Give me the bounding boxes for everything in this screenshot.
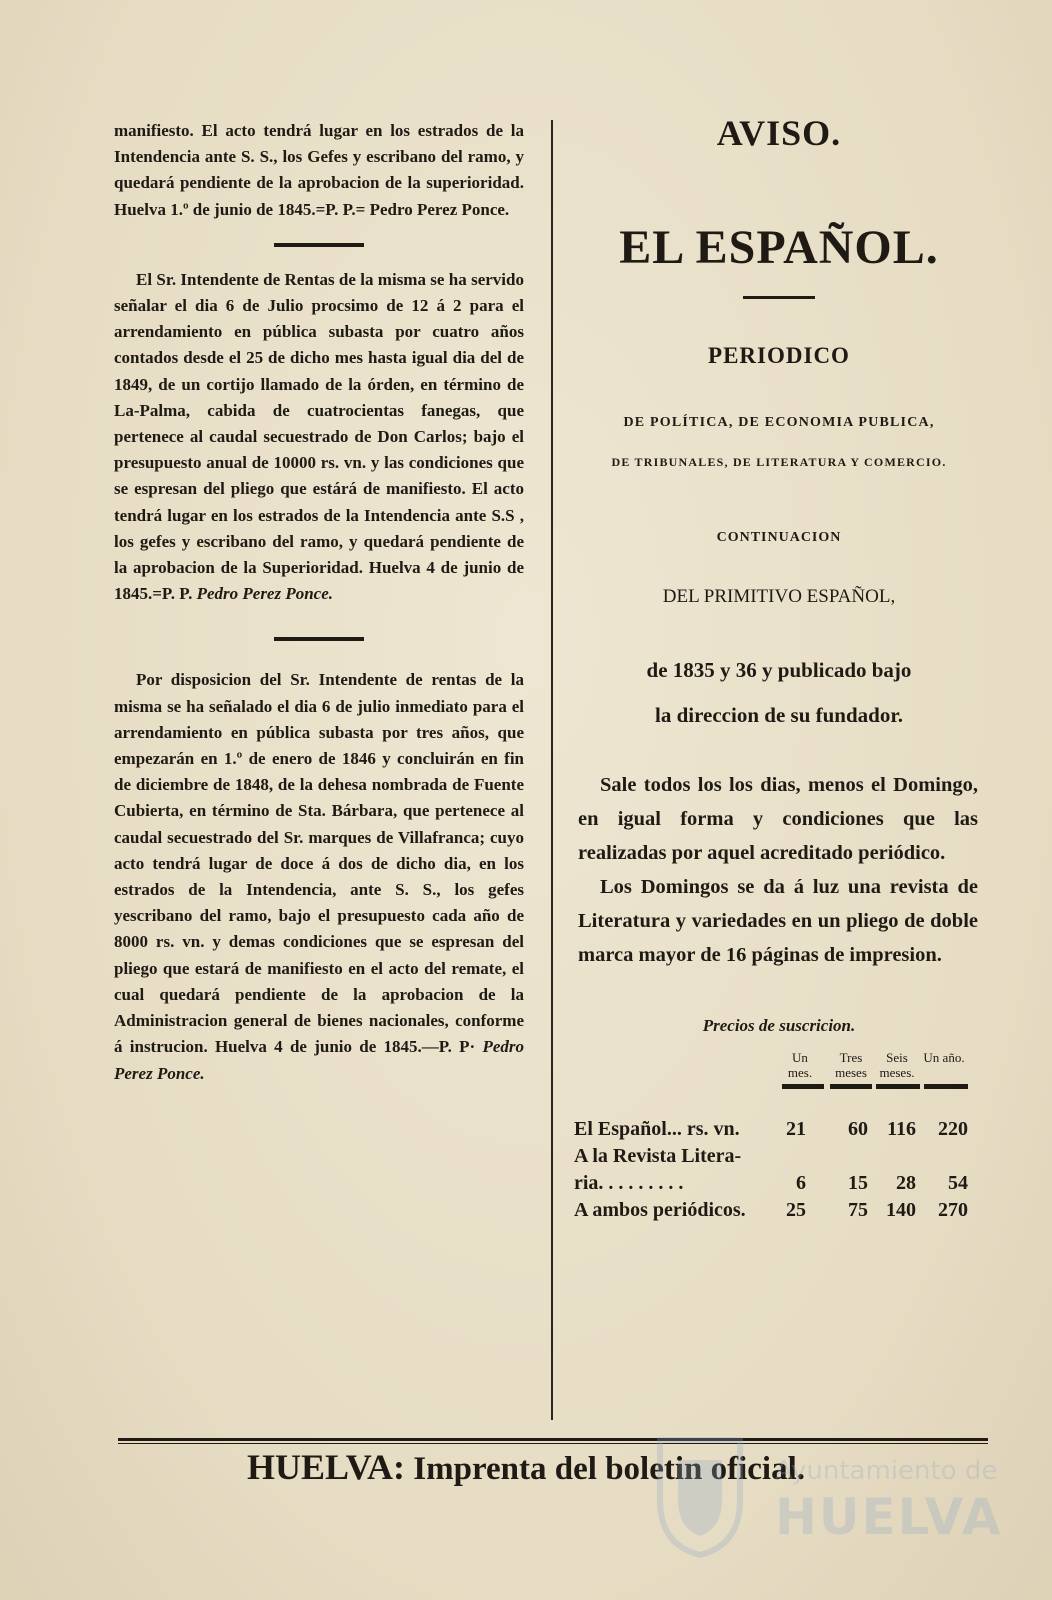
direccion-line: la direccion de su fundador. xyxy=(655,703,903,727)
price-cell: 54 xyxy=(948,1172,968,1194)
price-row xyxy=(574,1170,984,1197)
header-seis-meses: Seis meses. xyxy=(879,1050,915,1080)
primitivo-line: DEL PRIMITIVO ESPAÑOL, xyxy=(662,586,896,607)
price-cell: 270 xyxy=(938,1199,968,1221)
price-table-header xyxy=(574,1050,984,1084)
left-column xyxy=(114,118,524,1087)
continuacion-heading: CONTINUACION xyxy=(716,530,842,545)
price-cell: 75 xyxy=(848,1199,868,1221)
price-cell: 6 xyxy=(796,1172,806,1194)
header-rule xyxy=(830,1084,872,1089)
header-rules xyxy=(574,1084,984,1094)
price-row-label: A ambos periódicos. xyxy=(574,1199,746,1221)
periodico-heading: PERIODICO xyxy=(708,343,850,368)
description-para-2: Los Domingos se da á luz una revista de Literatura y variedades en un pliego de doble marca mayor de 16 páginas de impresion. xyxy=(578,876,978,966)
price-cell: 15 xyxy=(848,1172,868,1194)
precios-title: Precios de suscricion. xyxy=(702,1016,856,1035)
watermark-line-2: HUELVA xyxy=(775,1488,1003,1546)
column-divider xyxy=(551,120,553,1420)
price-cell: 25 xyxy=(786,1199,806,1221)
watermark-line-1: Ayuntamiento de xyxy=(775,1456,998,1486)
year-line: de 1835 y 36 y publicado bajo xyxy=(646,658,912,682)
price-cell: 140 xyxy=(886,1199,916,1221)
subtitle-tribunales: DE TRIBUNALES, DE LITERATURA Y COMERCIO. xyxy=(611,455,947,469)
price-cell: 28 xyxy=(896,1172,916,1194)
imprenta-text: Imprenta del boletin oficial. xyxy=(405,1451,806,1487)
price-row xyxy=(574,1143,984,1170)
price-cell: 21 xyxy=(786,1118,806,1140)
price-row-label: A la Revista Litera- xyxy=(574,1145,742,1167)
price-cell: 116 xyxy=(887,1118,916,1140)
aviso-heading: AVISO. xyxy=(716,113,842,153)
price-row-label: El Español... rs. vn. xyxy=(574,1118,740,1140)
subtitle-politica: DE POLÍTICA, DE ECONOMIA PUBLICA, xyxy=(623,415,935,430)
price-cell: 220 xyxy=(938,1118,968,1140)
notice-3-signature: Pedro Perez Ponce. xyxy=(114,1037,525,1083)
city-shield-icon xyxy=(650,1430,750,1560)
notice-3-text: Por disposicion del Sr. Intendente de rentas de la misma se ha señalado el dia 6 de julio inmediato para el arrendamiento en pública subasta por tres años, que empezarán en 1.º de enero de 1846 y concluirán en fin de diciembre de 1848, de la dehesa nombrada de Fuente Cubierta, en término de Sta. Bárbara, que pertenece al caudal secuestrado del Sr. marques de Villafranca; cuyo acto tendrá lugar de doce á dos de dicho dia, en los estrados de la Intendencia, ante S. S., los gefes yescribano del ramo, bajo el presupuesto cada año de 8000 rs. vn. y demas condiciones que se espresan del pliego que estará de manifiesto en el acto del remate, el cual quedará pendiente de la aprobacion de la Administracion general de bienes nacionales, conforme á instrucion. Huelva 4 de junio de 1845.—P. P· xyxy=(114,670,524,1057)
notice-3 xyxy=(114,667,524,1086)
price-row xyxy=(574,1116,984,1143)
price-cell: 60 xyxy=(848,1118,868,1140)
header-rule xyxy=(924,1084,968,1089)
header-rule xyxy=(876,1084,920,1089)
notice-1-text: manifiesto. El acto tendrá lugar en los estrados de la Intendencia ante S. S., los Gefes y escribano del ramo, y quedará pendiente de la aprobacion de la superioridad. Huelva 1.º de junio de 1845.=P. P.= Pedro Perez Ponce. xyxy=(114,121,524,219)
imprenta-city: HUELVA: xyxy=(246,1447,406,1487)
notice-2-signature: Pedro Perez Ponce. xyxy=(196,584,334,604)
header-rule xyxy=(782,1084,824,1089)
title-underline xyxy=(743,296,815,299)
header-tres-meses: Tres meses xyxy=(835,1050,867,1080)
header-un-ano: Un año. xyxy=(923,1050,965,1065)
price-row xyxy=(574,1197,984,1224)
right-column xyxy=(574,112,984,1224)
el-espanol-title: EL ESPAÑOL. xyxy=(619,221,939,274)
price-table xyxy=(574,1050,984,1224)
notice-2-text: El Sr. Intendente de Rentas de la misma se ha servido señalar el dia 6 de Julio procsimo de 12 á 2 para el arrendamiento en pública subasta por cuatro años contados desde el 25 de dicho mes hasta igual dia del de 1849, de un cortijo llamado de la órden, en término de La-Palma, cabida de cuatrocientas fanegas, que pertenece al caudal secuestrado de Don Carlos; bajo el presupuesto anual de 10000 rs. vn. y las condiciones que se espresan del pliego que estárá de manifiesto. El acto tendrá lugar en los estrados de la Intendencia ante S.S , los gefes y escribano del ramo, y quedará pendiente de la aprobacion de la Superioridad. Huelva 4 de junio de 1845.=P. P. xyxy=(114,269,524,604)
description-para-1: Sale todos los los dias, menos el Domingo, en igual forma y condiciones que las realizadas por aquel acreditado periódico. xyxy=(578,774,978,864)
description-body xyxy=(574,768,984,972)
notice-2 xyxy=(114,267,524,608)
header-un-mes: Un mes. xyxy=(787,1050,813,1080)
price-row-label: ria. . . . . . . . . xyxy=(574,1172,684,1194)
archive-watermark xyxy=(650,1420,1003,1570)
